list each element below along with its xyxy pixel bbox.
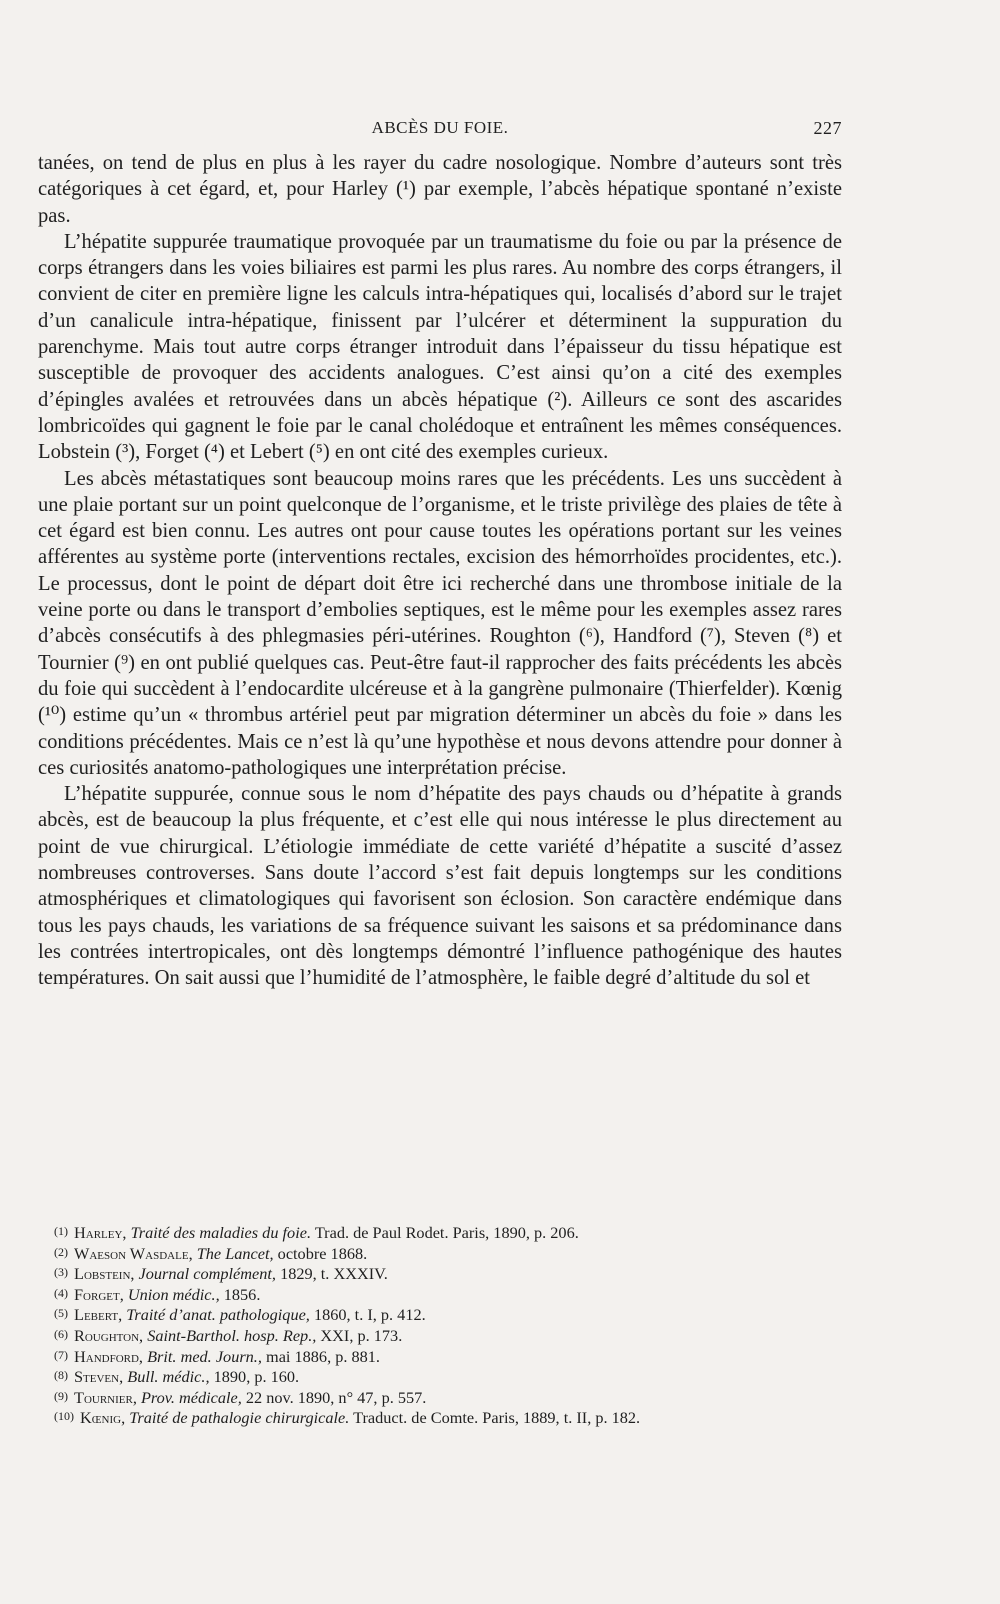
body-text	[38, 150, 842, 992]
footnote-rest: 1860, t. I, p. 412.	[313, 1305, 426, 1325]
footnote	[54, 1407, 854, 1428]
footnote-mark: (1)	[54, 1224, 68, 1238]
footnote-author: Lobstein,	[74, 1264, 135, 1284]
footnote-author: Lebert,	[74, 1305, 123, 1325]
footnote-work: Journal complément,	[138, 1264, 276, 1284]
footnote-author: Tournier,	[74, 1387, 137, 1407]
footnote-mark: (9)	[54, 1388, 68, 1403]
footnote	[54, 1243, 854, 1264]
footnote-rest: 1856.	[223, 1284, 261, 1304]
footnote-mark: (7)	[54, 1347, 68, 1362]
footnote-mark: (2)	[54, 1244, 68, 1259]
footnote-author: Harley,	[74, 1223, 127, 1242]
footnote-author: Handford,	[74, 1346, 144, 1366]
footnote	[54, 1366, 854, 1387]
footnote-rest: octobre 1868.	[277, 1243, 368, 1263]
footnote-mark: (6)	[54, 1326, 68, 1341]
paragraph: Les abcès métastatiques sont beaucoup moins rares que les précédents. Les uns succèdent à une plaie portant sur un point quelconque de l’organisme, et le triste privilège des plaies de tête à cet égard est bien connu. Les autres ont pour cause toutes les opérations portant sur les veines afférentes au système porte (interventions rectales, excision des hémorrhoïdes procidentes, etc.). Le processus, dont le point de départ doit être ici recherché dans une thrombose initiale de la veine porte ou dans le transport d’embolies septiques, est le même pour les exemples assez rares d’abcès consécutifs à des phlegmasies péri-utérines. Roughton (⁶), Handford (⁷), Steven (⁸) et Tournier (⁹) en ont publié quelques cas. Peut-être faut-il rapprocher des faits précédents les abcès du foie qui succèdent à l’endocardite ulcéreuse et à la gangrène pulmonaire (Thierfelder). Kœnig (¹⁰) estime qu’un « thrombus artériel peut par migration déterminer un abcès du foie » dans les conditions précédentes. Mais ce n’est là qu’une hypothèse et nous devons attendre pour donner à ces curiosités anatomo-pathologiques une interprétation précise.	[38, 467, 842, 779]
footnote-work: The Lancet,	[196, 1243, 274, 1263]
footnote-rest: XXI, p. 173.	[320, 1325, 403, 1345]
footnote-work: Brit. med. Journ.,	[147, 1346, 262, 1366]
page-number: 227	[813, 118, 842, 138]
footnote-work: Traité de pathalogie chirurgicale.	[129, 1408, 350, 1428]
footnote-rest: Trad. de Paul Rodet. Paris, 1890, p. 206.	[314, 1223, 579, 1242]
footnote-work: Bull. médic.,	[127, 1367, 210, 1387]
footnote-mark: (8)	[54, 1368, 68, 1383]
footnote-mark: (4)	[54, 1285, 68, 1300]
footnote-rest: 1890, p. 160.	[213, 1367, 300, 1387]
footnote-work: Traité d’anat. pathologique,	[126, 1305, 310, 1325]
footnote-work: Union médic.,	[127, 1284, 220, 1304]
running-head	[38, 118, 842, 144]
footnote-work: Prov. médicale,	[140, 1387, 242, 1407]
footnote-rest: 22 nov. 1890, n° 47, p. 557.	[245, 1387, 427, 1407]
footnote-rest: Traduct. de Comte. Paris, 1889, t. II, p. 182.	[353, 1408, 641, 1428]
footnote-mark: (3)	[54, 1265, 68, 1280]
paragraph: L’hépatite suppurée, connue sous le nom d’hépatite des pays chauds ou d’hépatite à grands abcès, est de beaucoup la plus fréquente, et c’est elle qui nous intéresse le plus directement au point de vue chirurgical. L’étiologie immédiate de cette variété d’hépatite a suscité d’assez nombreuses controverses. Sans doute l’accord s’est fait depuis longtemps sur les conditions atmosphériques et climatologiques qui favorisent son éclosion. Son caractère endémique dans tous les pays chauds, les variations de sa fréquence suivant les saisons et sa prédominance dans les contrées intertropicales, ont dès longtemps démontré l’influence pathogénique des hautes températures. On sait aussi que l’humidité de l’atmosphère, le faible degré d’altitude du sol et	[38, 783, 842, 990]
paragraph: tanées, on tend de plus en plus à les rayer du cadre nosologique. Nombre d’auteurs sont très catégoriques à cet égard, et, pour Harley (¹) par exemple, l’abcès hépatique spontané n’existe pas.	[38, 152, 842, 227]
footnote	[54, 1284, 854, 1305]
footnote	[54, 1304, 854, 1325]
footnote-author: Kœnig,	[80, 1408, 126, 1428]
footnote-work: Traité des maladies du foie.	[130, 1223, 312, 1242]
paragraph: L’hépatite suppurée traumatique provoquée par un traumatisme du foie ou par la présence de corps étrangers dans les voies biliaires est parmi les plus rares. Au nombre des corps étrangers, il convient de citer en première ligne les calculs intra-hépatiques qui, localisés d’abord sur le trajet d’un canalicule intra-hépatique, finissent par l’ulcérer et déterminent la suppuration du parenchyme. Mais tout autre corps étranger introduit dans l’épaisseur du tissu hépatique est susceptible de provoquer des accidents analogues. C’est ainsi qu’on a cité des exemples d’épingles avalées et retrouvées dans un abcès hépatique (²). Ailleurs ce sont des ascarides lombricoïdes qui gagnent le foie par le canal cholédoque et entraînent les mêmes conséquences. Lobstein (³), Forget (⁴) et Lebert (⁵) en ont cité des exemples curieux.	[38, 230, 842, 464]
footnote	[54, 1346, 854, 1367]
footnote	[54, 1387, 854, 1408]
footnote-author: Roughton,	[74, 1325, 144, 1345]
footnote-mark: (5)	[54, 1306, 68, 1321]
footnote-author: Steven,	[74, 1367, 124, 1387]
footnote	[54, 1325, 854, 1346]
footnote-rest: mai 1886, p. 881.	[266, 1346, 380, 1366]
footnote-work: Saint-Barthol. hosp. Rep.,	[147, 1325, 317, 1345]
footnote-rest: 1829, t. XXXIV.	[280, 1264, 388, 1284]
chapter-title: ABCÈS DU FOIE.	[371, 118, 509, 137]
footnotes	[54, 1222, 854, 1428]
footnote	[54, 1222, 854, 1243]
footnote-author: Forget,	[74, 1284, 124, 1304]
footnote-mark: (10)	[54, 1409, 74, 1424]
footnote-author: Waeson Wasdale,	[74, 1243, 193, 1263]
footnote	[54, 1263, 854, 1284]
